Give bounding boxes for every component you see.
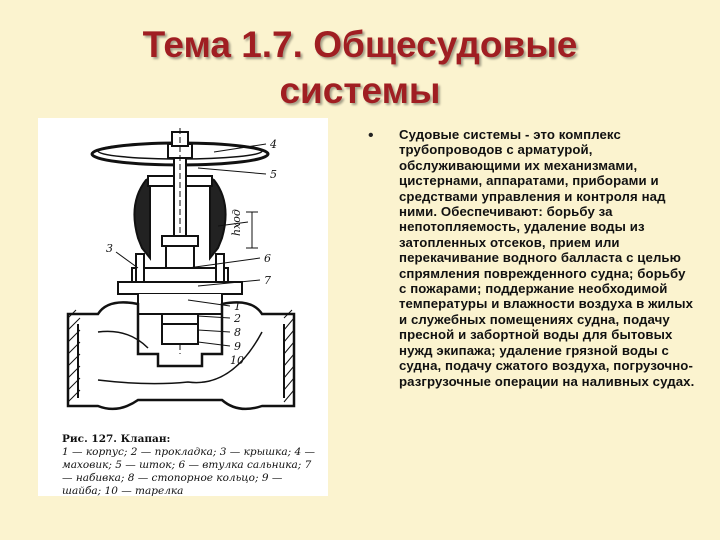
figure-caption (62, 433, 324, 498)
caption-title: Рис. 127. Клапан: (62, 433, 171, 445)
title-line-2: системы (279, 70, 441, 111)
caption-body: 1 — корпус; 2 — прокладка; 3 — крышка; 4 — маховик; 5 — шток; 6 — втулка сальника; 7 — набивка; 8 — стопорное кольцо; 9 — шайба; 10 — тарелка (62, 446, 315, 497)
label-1: 1 (234, 300, 241, 313)
label-2: 2 (234, 312, 241, 325)
label-7: 7 (264, 274, 271, 287)
label-5: 5 (270, 168, 277, 181)
body-paragraph: Судовые системы - это комплекс трубопроводов с арматурой, обслуживающими их механизмами, цистернами, аппаратами, приборами и средствами управления и контроля над ними. Обеспечивают: борьбу за непотопляемость, удаление воды из затопленных отсеков, прием или перекачивание водного балласта с целью спрямления поврежденного судна; борьбу с пожарами; поддержание необходимой температуры и влажности воздуха в жилых и служебных помещениях судна, подачу пресной и забортной воды для бытовых нужд экипажа; удаление грязной воды с судна, подачу сжатого воздуха, погрузочно-разгрузочные операции на наливных судах. (399, 127, 695, 389)
label-10: 10 (230, 354, 244, 367)
label-9: 9 (234, 340, 241, 353)
title-line-1: Тема 1.7. Общесудовые (142, 24, 578, 65)
bullet-marker: • (368, 127, 374, 144)
label-3: 3 (106, 242, 113, 255)
label-4: 4 (270, 138, 277, 151)
label-6: 6 (264, 252, 271, 265)
valve-figure (38, 118, 328, 496)
valve-drawing (38, 118, 328, 428)
stroke-dimension-label: hход (230, 209, 243, 236)
slide-title (60, 22, 660, 114)
label-8: 8 (234, 326, 241, 339)
